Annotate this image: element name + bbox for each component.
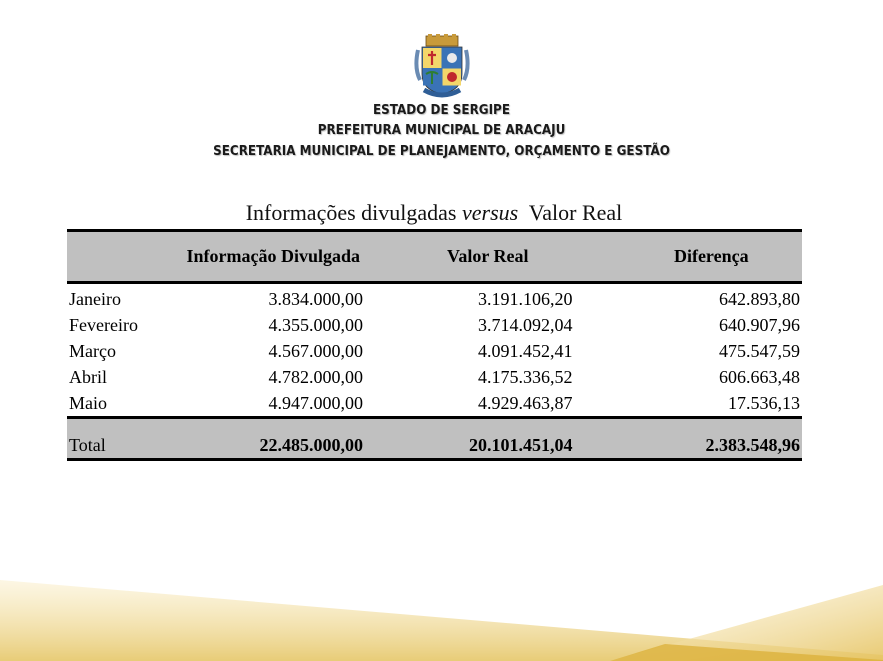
cell-divulgada: 3.834.000,00: [268, 288, 364, 309]
column-header-valor-real: Valor Real: [363, 231, 573, 283]
total-divulgada: 22.485.000,00: [170, 418, 363, 460]
total-row: [67, 418, 802, 460]
cell-diferenca: 606.663,48: [719, 366, 800, 387]
comparison-table: [67, 229, 802, 461]
column-header-divulgada: Informação Divulgada: [170, 231, 363, 283]
heading-prefecture: PREFEITURA MUNICIPAL DE ARACAJU: [317, 123, 566, 138]
cell-diferenca: 475.547,59: [719, 340, 800, 361]
title-text-2: Valor Real: [518, 200, 623, 225]
heading-secretariat: SECRETARIA MUNICIPAL DE PLANEJAMENTO, ORÇAMENTO E GESTÃO: [213, 144, 670, 159]
total-valor-real: 20.101.451,04: [363, 418, 573, 460]
cell-valor-real: 4.175.336,52: [478, 366, 573, 387]
total-label: Total: [67, 418, 170, 460]
title-italic: versus: [461, 200, 519, 225]
cell-valor-real: 4.091.452,41: [478, 340, 573, 361]
cell-valor-real: 3.191.106,20: [478, 288, 573, 309]
title-text-1: Informações divulgadas: [245, 200, 462, 225]
table-row: [67, 312, 802, 338]
cell-month: Fevereiro: [69, 314, 138, 335]
column-header-diferenca: Diferença: [573, 231, 802, 283]
cell-valor-real: 3.714.092,04: [478, 314, 573, 335]
cell-divulgada: 4.567.000,00: [268, 340, 364, 361]
cell-month: Abril: [69, 366, 107, 387]
cell-valor-real: 4.929.463,87: [363, 390, 573, 418]
table-title: [0, 200, 868, 226]
cell-divulgada: 4.355.000,00: [268, 314, 364, 335]
column-header-month: [67, 231, 170, 283]
cell-month: Maio: [67, 390, 170, 418]
table-header-row: [67, 231, 802, 283]
cell-divulgada: 4.782.000,00: [268, 366, 364, 387]
cell-diferenca: 642.893,80: [719, 288, 800, 309]
heading-state: ESTADO DE SERGIPE: [373, 103, 510, 118]
total-diferenca: 2.383.548,96: [573, 418, 802, 460]
cell-diferenca: 17.536,13: [573, 390, 802, 418]
coat-of-arms-logo: [412, 34, 472, 102]
cell-divulgada: 4.947.000,00: [170, 390, 363, 418]
table-row: [67, 390, 802, 418]
table-row: [67, 364, 802, 390]
table-row: [67, 286, 802, 312]
cell-month: Janeiro: [69, 288, 121, 309]
cell-month: Março: [69, 340, 116, 361]
table-row: [67, 338, 802, 364]
cell-diferenca: 640.907,96: [719, 314, 800, 335]
